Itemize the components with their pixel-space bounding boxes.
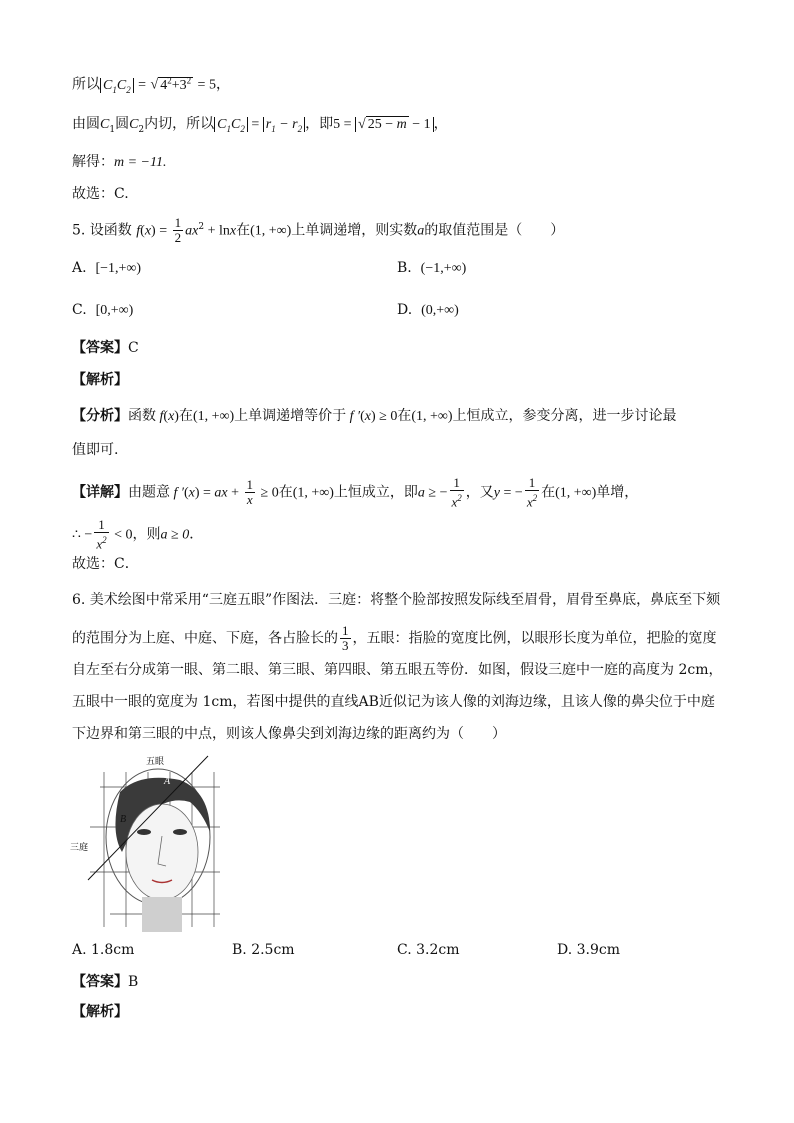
q5-option-b[interactable]: B. (−1,+∞) bbox=[397, 260, 467, 276]
q6-para-4: 五眼中一眼的宽度为 1cm，若图中提供的直线AB近似记为该人像的刘海边缘，且该人像的鼻尖位于中庭 bbox=[72, 694, 715, 710]
label-point-b: B bbox=[120, 814, 127, 825]
q6-option-d[interactable]: D. 3.9cm bbox=[557, 942, 621, 958]
q5-detail-line1: 【详解】由题意 f ′(x) = ax + $\frac{1}{x}$ ≥ 0在(1, +∞)上恒成立，即a ≥ − $\frac{1}{x^2}$ ，又y = − $\frac{1}{x^2}$ 在(1, +∞)单增， bbox=[72, 475, 639, 510]
text-so: 所以 bbox=[72, 76, 100, 93]
q6-answer: 【答案】B bbox=[72, 974, 139, 990]
result-m: m = −11. bbox=[114, 155, 167, 170]
q5-detail-line2: ∴ − $\frac{1}{x^2}$ < 0，则a ≥ 0． bbox=[72, 517, 204, 552]
q5-fenxi-line1: 【分析】函数 f(x)在(1, +∞)上单调递增等价于 f ′(x) ≥ 0在(1, +∞)上恒成立，参变分离，进一步讨论最 bbox=[72, 408, 677, 424]
q6-option-a[interactable]: A. 1.8cm bbox=[72, 942, 135, 958]
q5-option-d[interactable]: D. (0,+∞) bbox=[397, 302, 459, 318]
q5-answer: 【答案】C bbox=[72, 340, 139, 356]
q6-para-2: 的范围分为上庭、中庭、下庭，各占脸长的 $\frac{1}{3}$ ，五眼：指脸的宽度比例，以眼形长度为单位，把脸的宽度 bbox=[72, 623, 717, 653]
q5-option-c[interactable]: C. [0,+∞) bbox=[72, 302, 134, 318]
q6-option-b[interactable]: B. 2.5cm bbox=[232, 942, 295, 958]
face-figure bbox=[70, 752, 230, 932]
q5-fenxi-line2: 值即可. bbox=[72, 442, 119, 458]
label-five-eyes: 五眼 bbox=[146, 757, 165, 767]
value-5: 5 bbox=[208, 77, 216, 93]
question-5-stem: 5. 设函数 f(x) = $\frac{1}{2}$ $ax^2 + \ln x$在(1, +∞)上单调递增，则实数a的取值范围是（ ） bbox=[72, 215, 565, 245]
neck bbox=[142, 897, 182, 932]
q6-para-5: 下边界和第三眼的中点，则该人像鼻尖到刘海边缘的距离约为（ ） bbox=[72, 726, 506, 742]
face-shape bbox=[126, 804, 198, 900]
solution-line-4: 故选：C. bbox=[72, 186, 129, 202]
label-three-courts: 三庭 bbox=[70, 843, 89, 853]
q6-option-c[interactable]: C. 3.2cm bbox=[397, 942, 460, 958]
q6-para-3: 自左至右分成第一眼、第二眼、第三眼、第四眼、第五眼五等份．如图，假设三庭中一庭的高度为 2cm， bbox=[72, 662, 723, 678]
solution-line-2: 由圆$C_1$圆$C_2$内切，所以 $C_1C_2 = r_1 - r_2$ ，即5 = √ 25 − m − 1 ， bbox=[72, 116, 448, 135]
left-eye bbox=[137, 829, 151, 835]
q5-conclusion: 故选：C． bbox=[72, 556, 139, 572]
q5-analysis-tag: 【解析】 bbox=[72, 372, 128, 388]
solution-line-1: 所以 $C_1C_2$ = √ $4^2+3^2 = 5$， bbox=[72, 75, 230, 95]
q6-para-1: 6. 美术绘图中常采用“三庭五眼”作图法．三庭：将整个脸部按照发际线至眉骨，眉骨至鼻底，鼻底至下颏 bbox=[72, 592, 721, 608]
equals: = bbox=[138, 77, 147, 93]
q5-option-a[interactable]: A. [−1,+∞) bbox=[72, 260, 142, 276]
solution-line-3: 解得：m = −11. bbox=[72, 154, 167, 170]
label-point-a: A bbox=[164, 776, 171, 787]
c1c2-abs: $C_1C_2$ bbox=[100, 78, 134, 93]
right-eye bbox=[173, 829, 187, 835]
q6-analysis-tag: 【解析】 bbox=[72, 1004, 128, 1020]
